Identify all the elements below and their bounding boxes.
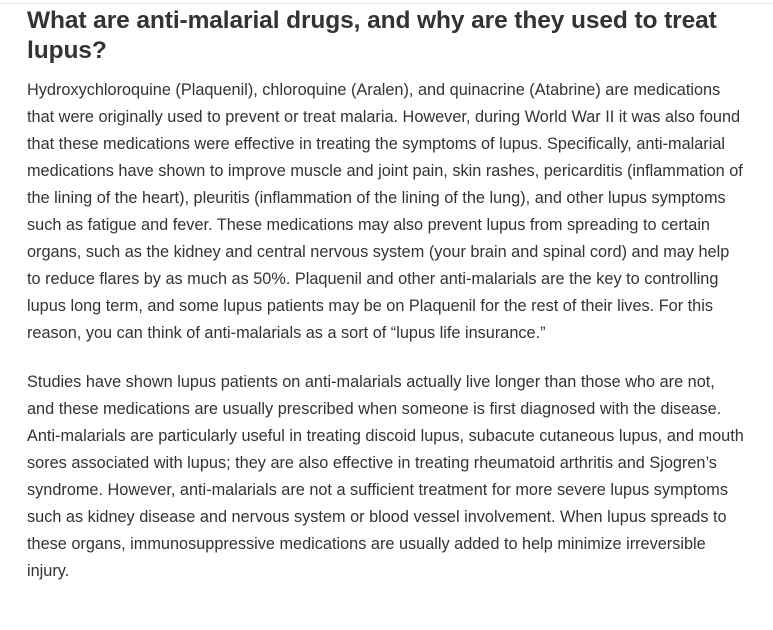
article-heading: What are anti-malarial drugs, and why are they used to treat lupus? bbox=[27, 7, 717, 64]
top-divider bbox=[0, 3, 773, 4]
article-paragraph-2: Studies have shown lupus patients on anti-malarials actually live longer than those who are not, and these medications are usually prescribed when someone is first diagnosed with the disease. Anti-malarials are particularly useful in treating discoid lupus, subacute cutaneous lupus, and mouth sores associated with lupus; they are also effective in treating rheumatoid arthritis and Sjogren’s syndrome. However, anti-malarials are not a sufficient treatment for more severe lupus symptoms such as kidney disease and nervous system or blood vessel involvement. When lupus spreads to these organs, immunosuppressive medications are usually added to help minimize irreversible injury. bbox=[27, 373, 744, 580]
article-paragraph-1: Hydroxychloroquine (Plaquenil), chloroquine (Aralen), and quinacrine (Atabrine) are medications that were originally used to prevent or treat malaria. However, during World War II it was also found that these medications were effective in treating the symptoms of lupus. Specifically, anti-malarial medications have shown to improve muscle and joint pain, skin rashes, pericarditis (inflammation of the lining of the heart), pleuritis (inflammation of the lining of the lung), and other lupus symptoms such as fatigue and fever. These medications may also prevent lupus from spreading to certain organs, such as the kidney and central nervous system (your brain and spinal cord) and may help to reduce flares by as much as 50%. Plaquenil and other anti-malarials are the key to controlling lupus long term, and some lupus patients may be on Plaquenil for the rest of their lives. For this reason, you can think of anti-malarials as a sort of “lupus life insurance.” bbox=[27, 81, 743, 342]
article bbox=[27, 6, 745, 585]
